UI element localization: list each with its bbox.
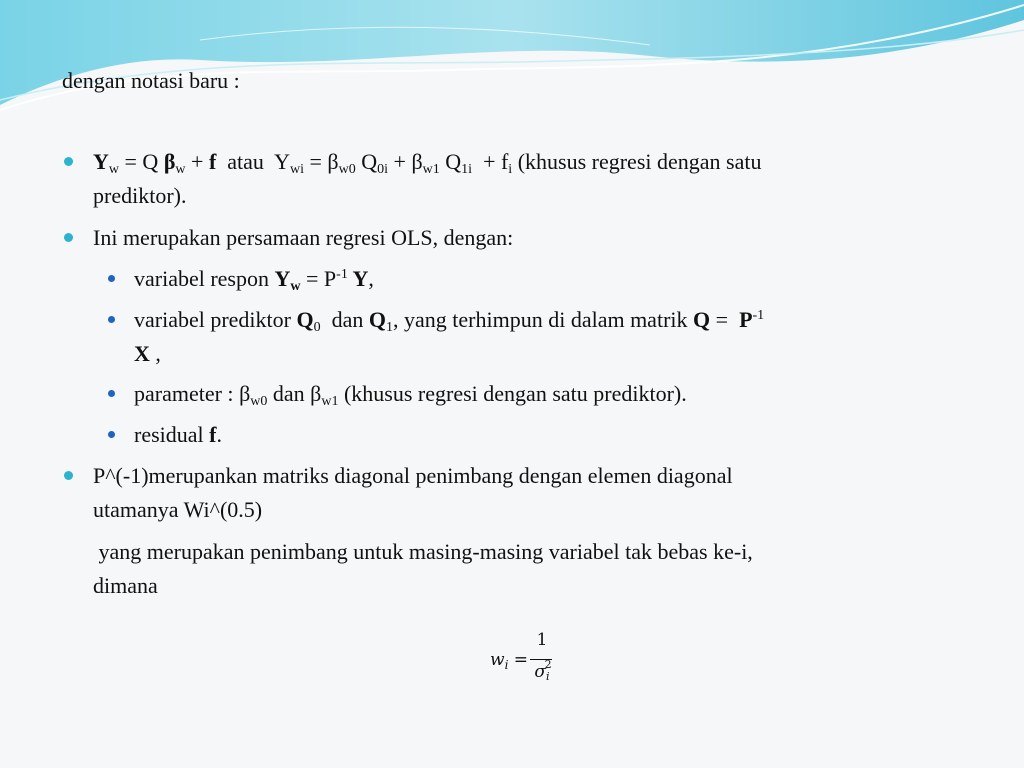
pinv-line-cont: utamanya Wi^(0.5) (93, 497, 263, 522)
bullet-dot (64, 471, 73, 480)
dimana-line: dimana (93, 573, 158, 598)
fraction-numerator: 1 (536, 630, 548, 650)
residual-line: residual f. (134, 422, 222, 447)
pinv-line: P^(-1)merupankan matriks diagonal penimbang dengan elemen diagonal (93, 463, 733, 488)
sub-bullet-dot (108, 390, 115, 397)
intro-text: dengan notasi baru : (62, 68, 240, 93)
bullet-dot (64, 233, 73, 242)
respon-line: variabel respon $Y_w = P^{-1}$ Y, (134, 266, 374, 294)
bullet-dot (64, 157, 73, 166)
yang-line: yang merupakan penimbang untuk masing-masing variabel tak bebas ke-i, (93, 539, 753, 564)
sub-bullet-dot (108, 431, 115, 438)
equation-line: $Y_w = Q$ $\beta_w + f$ atau $Y_{wi} = \beta_{w0}$ $Q_{0i} + \beta_{w1}$ $Q_{1i} + f_i$ (khusus regresi dengan satu (93, 149, 762, 177)
equation-line-cont: prediktor). (93, 183, 187, 208)
slide-body: dengan notasi baru : $Y_w = Q$ $\beta_w + f$ atau $Y_{wi} = \beta_{w0}$ $Q_{0i} + \beta_{w1}$ $Q_{1i} + f_i$ (khusus regresi dengan satu prediktor). Ini merupakan persamaan regresi OLS, dengan: variabel respon $Y_w = P^{-1}$ Y, variabel prediktor $Q_0$ dan $Q_1$, yang terhimpun di dalam matrik $Q = P^{-1}$ X , parameter : $\beta_{w0}$ dan $\beta_{w1}$ (khusus regresi dengan satu prediktor). residual f. P^(-1)merupankan matriks diagonal penimbang dengan elemen diagonal utamanya Wi^(0.5) yang merupakan penimbang untuk masing-masing variabel tak bebas ke-i, dimana $w_i$ = 1 $\sigma_i^2$ (62, 68, 765, 683)
fraction-denominator: $\sigma_i^2$ (534, 658, 552, 683)
ols-text: Ini merupakan persamaan regresi OLS, dengan: (93, 225, 514, 250)
sub-bullet-dot (108, 275, 115, 282)
prediktor-line: variabel prediktor $Q_0$ dan $Q_1$, yang terhimpun di dalam matrik $Q = P^{-1}$ (134, 307, 765, 335)
sub-bullet-dot (108, 316, 115, 323)
prediktor-line-cont: X , (134, 341, 161, 366)
parameter-line: parameter : $\beta_{w0}$ dan $\beta_{w1}$ (khusus regresi dengan satu prediktor). (134, 381, 687, 409)
